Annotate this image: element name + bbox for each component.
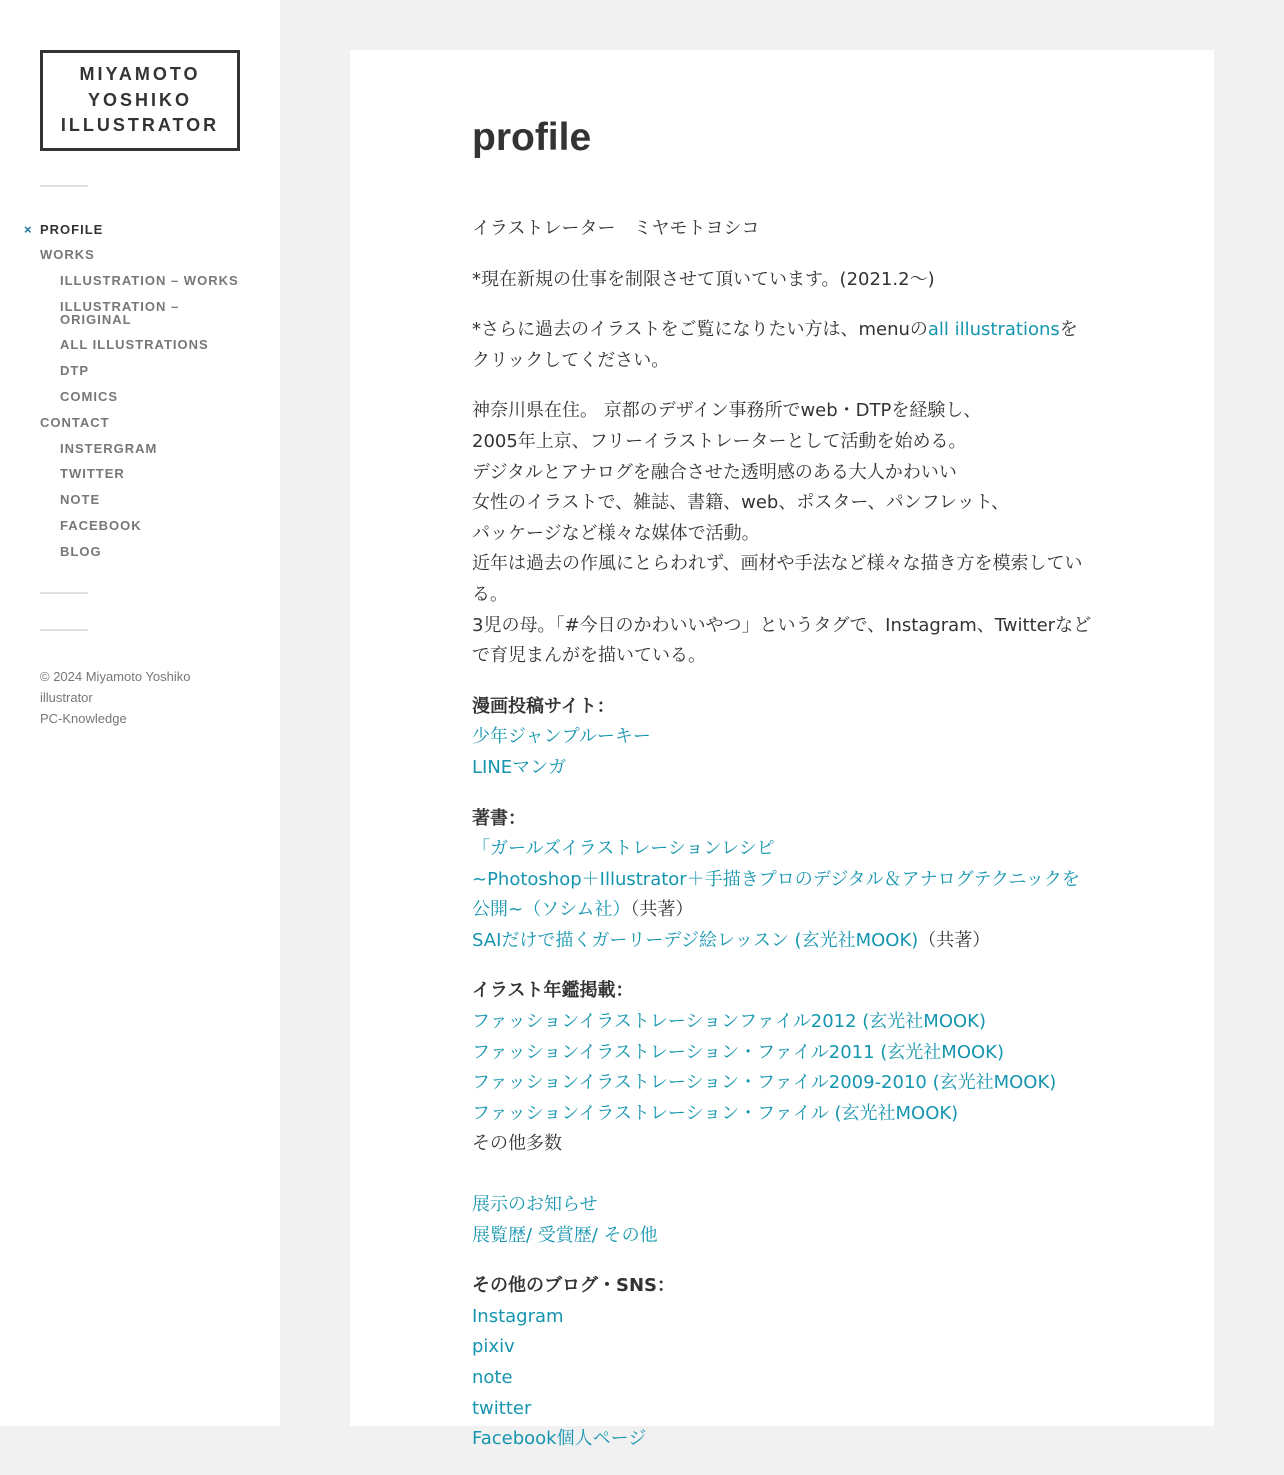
notice-text: *現在新規の仕事を制限させて頂いています。(2021.2〜): [472, 268, 935, 290]
content-card: [350, 50, 1214, 1450]
yearbook-link[interactable]: ファッションイラストレーション・ファイル2011 (玄光社MOOK): [472, 1041, 1005, 1063]
exhibition-news-link[interactable]: 展示のお知らせ: [472, 1194, 598, 1216]
menu-item-illustration-original[interactable]: ILLUSTRATION – ORIGINAL: [60, 299, 180, 327]
past-illustrations-note: [472, 315, 1092, 376]
book-sai-link[interactable]: SAIだけで描くガーリーデジ絵レッスン (玄光社MOOK): [472, 929, 919, 951]
past-note-suffix: をクリックしてください。: [472, 319, 1078, 371]
sns-section: [472, 1271, 1092, 1455]
all-illustrations-link[interactable]: all illustrations: [927, 319, 1060, 341]
bio-line: 女性のイラストで、雑誌、書籍、web、ポスター、パンフレット、: [472, 492, 1010, 514]
menu-item-facebook[interactable]: FACEBOOK: [60, 518, 142, 533]
menu-item-dtp[interactable]: DTP: [60, 363, 89, 378]
past-note-prefix: *さらに過去のイラストをご覧になりたい方は、menuの: [472, 319, 928, 341]
book-girls-illustration-link[interactable]: 「ガールズイラストレーションレシピ: [472, 838, 775, 860]
menu-item-all-illustrations[interactable]: ALL ILLUSTRATIONS: [60, 337, 209, 352]
manga-section: [472, 692, 1092, 784]
menu-item-note[interactable]: NOTE: [60, 492, 101, 507]
pixiv-link[interactable]: pixiv: [472, 1336, 515, 1358]
site-title-logo[interactable]: [40, 50, 240, 151]
facebook-personal-link[interactable]: Facebook個人ページ: [472, 1428, 647, 1450]
bio-line: パッケージなど様々な媒体で活動。: [472, 522, 760, 544]
menu-item-twitter[interactable]: TWITTER: [60, 466, 125, 481]
bio-line: デジタルとアナログを融合させた透明感のある大人かわいい: [472, 461, 957, 483]
menu-item-works[interactable]: WORKS: [40, 247, 95, 262]
yearbook-heading: イラスト年鑑掲載：: [472, 980, 634, 1002]
yearbook-link[interactable]: ファッションイラストレーションファイル2012 (玄光社MOOK): [472, 1011, 987, 1033]
intro-text: イラストレーター ミヤモトヨシコ: [472, 218, 760, 239]
sidebar-divider: [40, 629, 88, 631]
current-page-marker-icon: ×: [24, 222, 33, 237]
instagram-link[interactable]: Instagram: [472, 1305, 564, 1327]
bio-line: 神奈川県在住。 京都のデザイン事務所でweb・DTPを経験し、: [472, 400, 982, 422]
profile-article: [472, 114, 1092, 1475]
yearbook-section: [472, 976, 1092, 1160]
sns-heading: その他のブログ・SNS：: [472, 1275, 675, 1297]
site-title-line: YOSHIKO: [87, 89, 192, 110]
menu-item-instagram[interactable]: INSTERGRAM: [60, 441, 158, 456]
theme-credit-link[interactable]: PC-Knowledge: [40, 711, 127, 726]
bio-line: 3児の母。「#今日のかわいいやつ」というタグで、Instagram、Twitterなどで育児まんがを描いている。: [472, 614, 1092, 667]
sidebar: [0, 0, 280, 1426]
menu-item-contact[interactable]: CONTACT: [40, 415, 110, 430]
exhibition-history-link[interactable]: 展覧歴/ 受賞歴/ その他: [472, 1224, 658, 1246]
note-link[interactable]: note: [472, 1367, 513, 1388]
line-manga-link[interactable]: LINEマンガ: [472, 756, 567, 778]
menu-item-blog[interactable]: BLOG: [60, 544, 102, 559]
page-title: profile: [472, 116, 592, 159]
books-section: [472, 804, 1092, 957]
bio-line: 2005年上京、フリーイラストレーターとして活動を始める。: [472, 430, 967, 452]
site-title-text: [61, 62, 219, 139]
yearbook-more-text: その他多数: [472, 1133, 562, 1155]
copyright-text: © 2024 Miyamoto Yoshiko illustrator: [40, 669, 191, 705]
books-heading: 著書：: [472, 807, 526, 829]
book-girls-illustration-subtitle: [472, 865, 1092, 926]
book-girls-illustration-subtitle-link[interactable]: ~Photoshop＋Illustrator＋手描きプロのデジタル＆アナログテクニックを公開~（ソシム社）: [472, 868, 1080, 921]
co-author-note: （共著）: [918, 929, 991, 951]
yearbook-link[interactable]: ファッションイラストレーション・ファイル (玄光社MOOK): [472, 1102, 959, 1124]
bio-paragraph: [472, 396, 1092, 671]
site-footer: [40, 666, 240, 729]
menu-item-profile[interactable]: PROFILE: [40, 222, 104, 237]
co-author-note: （共著）: [630, 899, 694, 921]
sidebar-divider: [40, 592, 88, 594]
manga-heading: 漫画投稿サイト：: [472, 695, 615, 717]
site-title-line: ILLUSTRATOR: [60, 115, 220, 136]
jump-rookie-link[interactable]: 少年ジャンプルーキー: [472, 726, 651, 748]
site-title-line: MIYAMOTO: [79, 64, 201, 85]
exhibit-section: [472, 1190, 1092, 1251]
twitter-link[interactable]: twitter: [472, 1397, 532, 1419]
yearbook-link[interactable]: ファッションイラストレーション・ファイル2009-2010 (玄光社MOOK): [472, 1072, 1057, 1094]
bio-line: 近年は過去の作風にとらわれず、画材や手法など様々な描き方を模索している。: [472, 553, 1083, 605]
menu-item-illustration-works[interactable]: ILLUSTRATION – WORKS: [60, 273, 239, 288]
menu-item-comics[interactable]: COMICS: [60, 389, 118, 404]
book-sai-entry: [472, 926, 1092, 957]
sidebar-divider: [40, 185, 88, 187]
